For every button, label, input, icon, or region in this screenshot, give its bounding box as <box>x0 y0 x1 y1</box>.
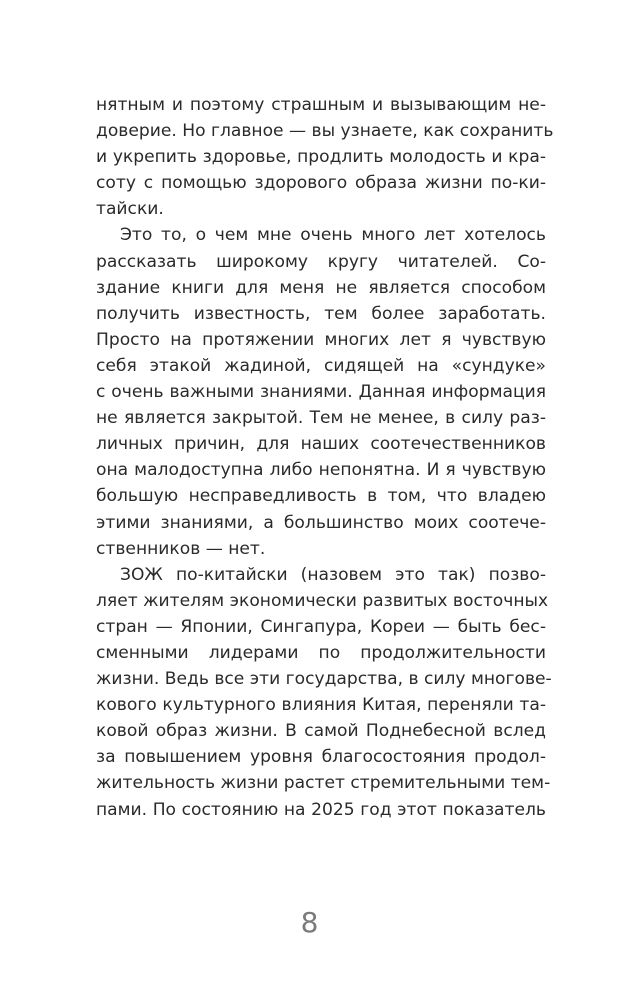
paragraph <box>96 222 546 561</box>
text-line: не является закрытой. Тем не менее, в силу раз- <box>96 408 546 429</box>
text-line: жизни. Ведь все эти государства, в силу многове- <box>96 669 552 690</box>
text-line: кового культурного влияния Китая, переняли та- <box>96 695 546 716</box>
text-line: она малодоступна либо непонятна. И я чувствую <box>96 460 546 481</box>
text-line: жительность жизни растет стремительными тем- <box>96 773 551 794</box>
text-line: стран — Японии, Сингапура, Кореи — быть бес- <box>96 616 546 637</box>
text-line: ковой образ жизни. В самой Поднебесной вслед <box>96 721 546 742</box>
text-line: большую несправедливость в том, что владею <box>96 486 546 507</box>
text-line: соту с помощью здорового образа жизни по-ки- <box>96 173 546 194</box>
text-line: сменными лидерами по продолжительности <box>96 642 546 663</box>
text-line: ственников — нет. <box>96 538 266 559</box>
paragraph <box>96 562 552 823</box>
page-number: 8 <box>300 906 319 939</box>
text-line: ЗОЖ по-китайски (назовем это так) позво- <box>120 564 546 585</box>
text-line: с очень важными знаниями. Данная информация <box>96 382 546 403</box>
text-line: пами. По состоянию на 2025 год этот показатель <box>96 799 546 820</box>
text-line: личных причин, для наших соотечественников <box>96 434 546 455</box>
text-line: нятным и поэтому страшным и вызывающим не- <box>96 95 546 115</box>
text-line: себя этакой жадиной, сидящей на «сундуке» <box>96 355 546 376</box>
text-line: за повышением уровня благосостояния продол- <box>96 747 546 768</box>
text-line: Просто на протяжении многих лет я чувствую <box>96 329 546 350</box>
text-line: получить известность, тем более заработать. <box>96 303 546 324</box>
text-line: рассказать широкому кругу читателей. Со- <box>96 251 546 272</box>
body-text <box>96 92 554 823</box>
text-line: доверие. Но главное — вы узнаете, как сохранить <box>96 121 554 142</box>
text-line: Это то, о чем мне очень много лет хотелось <box>120 225 546 246</box>
text-line: этими знаниями, а большинство моих соотече- <box>96 512 546 533</box>
text-line: здание книги для меня не является способом <box>96 277 546 298</box>
paragraph <box>96 92 554 222</box>
text-line: тайски. <box>96 199 164 220</box>
text-line: и укрепить здоровье, продлить молодость и кра- <box>96 147 546 168</box>
text-line: ляет жителям экономически развитых восточных <box>96 590 549 611</box>
